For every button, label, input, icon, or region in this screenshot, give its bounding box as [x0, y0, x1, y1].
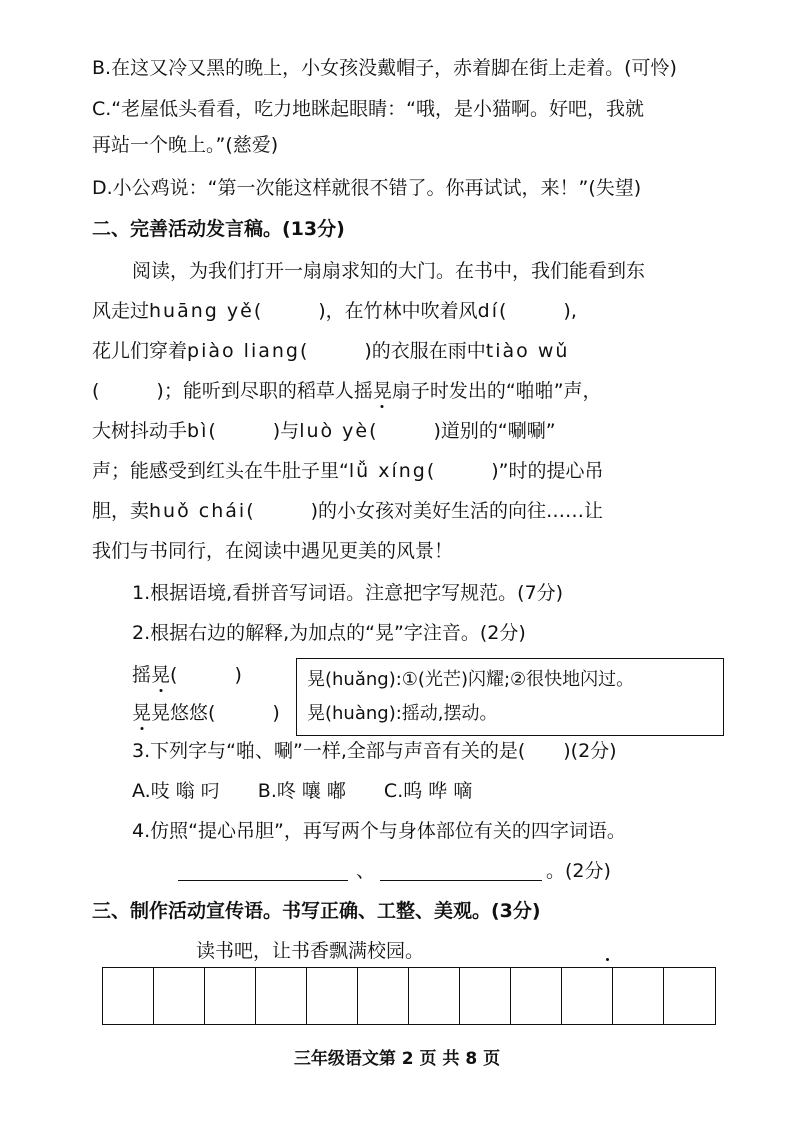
question-3: 3.下列字与“啪、唰”一样,全部与声音有关的是( )(2分)	[132, 740, 617, 762]
passage-line2: 风走过huāng yě( )，在竹林中吹着风dí( ),	[92, 300, 577, 322]
passage-line8: 我们与书同行，在阅读中遇见更美的风景！	[92, 540, 454, 562]
option-d: D.小公鸡说：“第一次能这样就很不错了。你再试试，来！”(失望)	[92, 177, 642, 199]
option-c-line2: 再站一个晚上。”(慈爱)	[92, 134, 279, 156]
question-2: 2.根据右边的解释,为加点的“晃”字注音。(2分)	[132, 622, 526, 644]
grid-cell[interactable]	[256, 968, 307, 1024]
grid-cell[interactable]	[205, 968, 256, 1024]
writing-grid[interactable]	[102, 967, 716, 1025]
grid-cell[interactable]	[409, 968, 460, 1024]
word-huanghuangyouyou: 晃晃悠悠( )	[132, 702, 280, 724]
grid-cell[interactable]	[613, 968, 664, 1024]
passage-line5: 大树抖动手bì( )与luò yè( )道别的“唰唰”	[92, 420, 556, 442]
word-yaohuang: 摇晃( )	[132, 664, 242, 686]
passage-line4: ( )；能听到尽职的稻草人摇晃扇子时发出的“啪啪”声，	[92, 380, 602, 402]
section2-heading: 二、完善活动发言稿。(13分)	[92, 218, 345, 240]
answer-separator: 、	[356, 860, 376, 882]
grid-cell[interactable]	[358, 968, 409, 1024]
grid-cell[interactable]	[460, 968, 511, 1024]
option-c-line1: C.“老屋低头看看，吃力地眯起眼睛：“哦，是小猫啊。好吧，我就	[92, 98, 644, 120]
grid-cell[interactable]	[562, 968, 613, 1024]
definition-box	[296, 658, 724, 736]
option-b: B.在这又冷又黑的晚上，小女孩没戴帽子，赤着脚在街上走着。(可怜)	[92, 57, 677, 79]
definition-huang4: 晃(huàng):摇动,摆动。	[307, 703, 498, 724]
grid-cell[interactable]	[664, 968, 715, 1024]
answer-line-2[interactable]	[380, 880, 542, 881]
passage-line6: 声；能感受到红头在牛肚子里“lǚ xíng( )”时的提心吊	[92, 460, 604, 482]
page-footer: 三年级语文第 2 页 共 8 页	[293, 1049, 501, 1069]
slogan-text: 读书吧，让书香飘满校园。	[196, 940, 425, 962]
passage-line3: 花儿们穿着piào liang( )的衣服在雨中tiào wǔ	[92, 340, 570, 362]
question-4: 4.仿照“提心吊胆”，再写两个与身体部位有关的四字词语。	[132, 820, 626, 842]
grid-cell[interactable]	[307, 968, 358, 1024]
stray-dot	[606, 958, 609, 961]
grid-cell[interactable]	[511, 968, 562, 1024]
section3-heading: 三、制作活动宣传语。书写正确、工整、美观。(3分)	[92, 900, 541, 922]
question-4-score: 。(2分)	[546, 860, 611, 882]
passage-line7: 胆，卖huǒ chái( )的小女孩对美好生活的向往……让	[92, 500, 604, 522]
definition-huang3: 晃(huǎng):①(光芒)闪耀;②很快地闪过。	[307, 669, 635, 690]
grid-cell[interactable]	[103, 968, 154, 1024]
passage-line1: 阅读，为我们打开一扇扇求知的大门。在书中，我们能看到东	[132, 260, 646, 282]
question-3-options: A.吱 嗡 叼 B.咚 嚷 嘟 C.呜 哗 嘀	[132, 780, 473, 802]
answer-line-1[interactable]	[178, 880, 348, 881]
question-1: 1.根据语境,看拼音写词语。注意把字写规范。(7分)	[132, 582, 564, 604]
grid-cell[interactable]	[154, 968, 205, 1024]
